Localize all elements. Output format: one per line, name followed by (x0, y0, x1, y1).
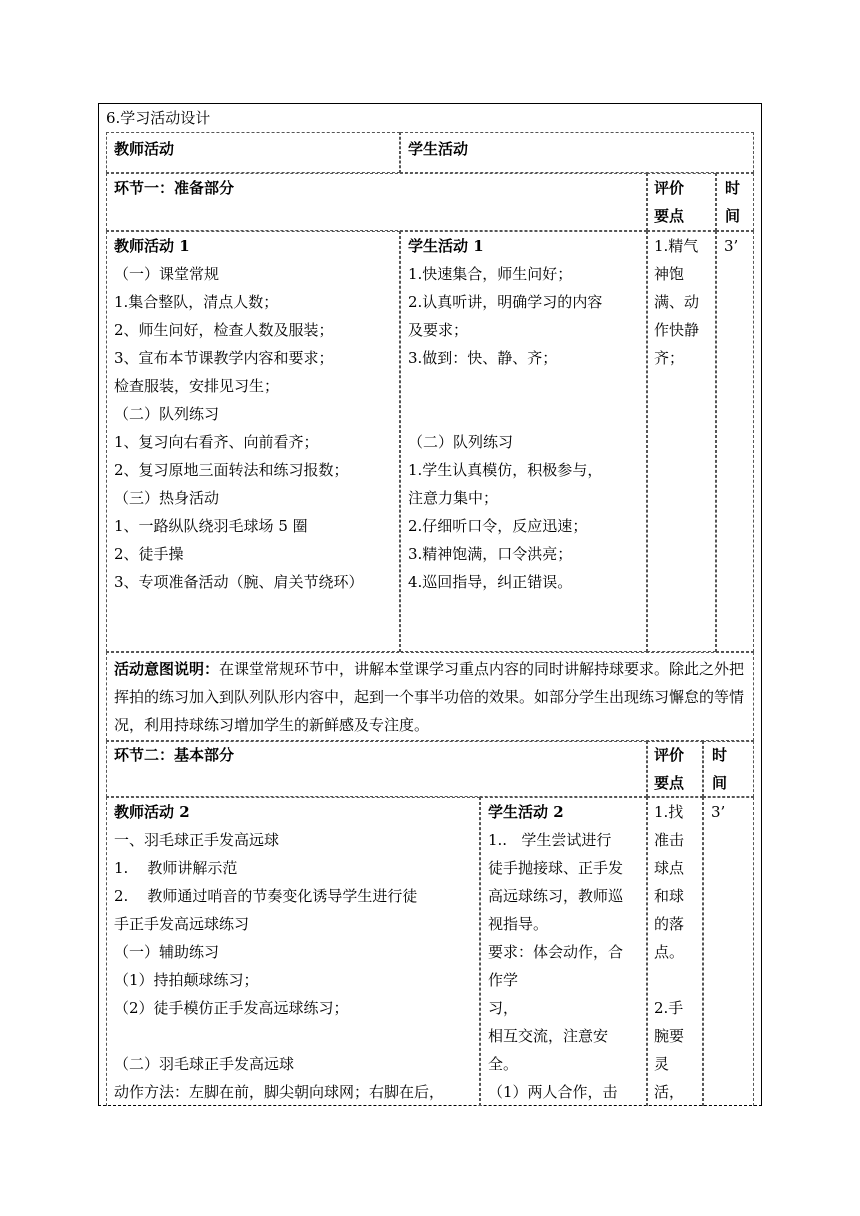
part1-eval-line: 神饱 (654, 265, 685, 283)
part2-teacher-line: 教师活动 2 (114, 803, 190, 821)
part2-title: 环节二：基本部分 (114, 746, 235, 764)
part1-teacher-line: 3、专项准备活动（腕、肩关节绕环） (114, 573, 364, 591)
part2-student-line: 1.. 学生尝试进行 (488, 831, 612, 849)
part2-student-line: （1）两人合作，击 (488, 1083, 618, 1101)
part2-student-line: 学生活动 2 (488, 803, 564, 821)
intent-label: 活动意图说明： (114, 660, 220, 678)
part1-eval-header-2: 要点 (654, 207, 685, 225)
part1-time-cell (716, 231, 754, 652)
part2-eval-line: 准击 (654, 831, 685, 849)
part2-student-line: 视指导。 (488, 915, 549, 933)
part2-eval-line: 点。 (654, 943, 685, 961)
part2-teacher-line: （一）辅助练习 (114, 943, 220, 961)
part2-teacher-line: （1）持拍颠球练习； (114, 971, 259, 989)
part2-teacher-line: 1. 教师讲解示范 (114, 859, 238, 877)
part1-time-header-2: 间 (725, 207, 741, 225)
part1-student-line: 注意力集中； (408, 489, 499, 507)
part1-eval-line: 满、动 (654, 293, 700, 311)
part2-student-line: 徒手抛接球、正手发 (488, 859, 624, 877)
part1-teacher-line: 1、复习向右看齐、向前看齐； (114, 433, 319, 451)
part1-teacher-line: 2、复习原地三面转法和练习报数； (114, 461, 349, 479)
part1-teacher-line: 教师活动 1 (114, 237, 190, 255)
part2-time-cell (703, 797, 754, 1106)
part1-title: 环节一：准备部分 (114, 179, 235, 197)
part2-student-line: 高远球练习，教师巡 (488, 887, 624, 905)
part1-teacher-line: （二）队列练习 (114, 405, 220, 423)
intent-text (114, 655, 750, 739)
part2-eval-header-1: 评价 (654, 746, 685, 764)
part2-teacher-line: 2. 教师通过哨音的节奏变化诱导学生进行徒 (114, 887, 418, 905)
part2-eval-line: 1.找 (654, 803, 684, 821)
part2-time: 3’ (711, 803, 726, 821)
part1-student-line: 2.仔细听口令，反应迅速； (408, 517, 588, 535)
part1-student-line: 及要求； (408, 321, 469, 339)
part1-eval-line: 1.精气 (654, 237, 699, 255)
part1-student-line: 1.快速集合，师生问好； (408, 265, 573, 283)
part2-teacher-line: 手正手发高远球练习 (114, 915, 250, 933)
part2-time-header-1: 时 (712, 746, 728, 764)
intent-body: 在课堂常规环节中，讲解本堂课学习重点内容的同时讲解持球要求。除此之外把挥拍的练习加入到队列队形内容中，起到一个事半功倍的效果。如部分学生出现练习懈怠的等情况，利用持球练习增加学生的新鲜感及专注度。 (114, 660, 745, 734)
part2-time-header-cell (703, 741, 754, 797)
part2-teacher-line: （二）羽毛球正手发高远球 (114, 1055, 295, 1073)
student-header: 学生活动 (408, 140, 469, 158)
part2-eval-line: 灵 (654, 1055, 670, 1073)
part1-student-line: 学生活动 1 (408, 237, 484, 255)
part2-eval-line: 和球 (654, 887, 685, 905)
teacher-header: 教师活动 (114, 140, 175, 158)
part2-eval-line: 的落 (654, 915, 685, 933)
part2-eval-line: 活， (654, 1083, 685, 1101)
part1-time: 3’ (724, 237, 739, 255)
part2-teacher-line: （2）徒手模仿正手发高远球练习； (114, 999, 349, 1017)
part2-student-line: 习， (488, 999, 519, 1017)
part1-student-line: 3.精神饱满，口令洪亮； (408, 545, 573, 563)
part2-teacher-line: 动作方法：左脚在前，脚尖朝向球网；右脚在后， (114, 1083, 445, 1101)
part1-teacher-line: 1.集合整队，清点人数； (114, 293, 279, 311)
part1-student-line: 1.学生认真模仿，积极参与， (408, 461, 603, 479)
part1-eval-line: 作快静 (654, 321, 700, 339)
part1-teacher-line: 2、师生问好，检查人数及服装； (114, 321, 334, 339)
part2-eval-line: 2.手 (654, 999, 684, 1017)
section-title: 6.学习活动设计 (106, 109, 211, 127)
part2-student-line: 全。 (488, 1055, 519, 1073)
part2-eval-line: 球点 (654, 859, 685, 877)
part1-student-line: 4.巡回指导，纠正错误。 (408, 573, 573, 591)
part2-eval-header-2: 要点 (654, 774, 685, 792)
part1-student-line: 3.做到：快、静、齐； (408, 349, 558, 367)
part1-eval-header-1: 评价 (654, 179, 685, 197)
part1-teacher-line: 检查服装，安排见习生； (114, 377, 280, 395)
part2-eval-line: 腕要 (654, 1027, 685, 1045)
part2-student-line: 作学 (488, 971, 519, 989)
part1-eval-line: 齐； (654, 349, 685, 367)
part1-teacher-line: （一）课堂常规 (114, 265, 220, 283)
part1-student-line: 2.认真听讲，明确学习的内容 (408, 293, 603, 311)
part1-teacher-line: 3、宣布本节课教学内容和要求； (114, 349, 334, 367)
part2-student-line: 相互交流，注意安 (488, 1027, 609, 1045)
part1-student-line: （二）队列练习 (408, 433, 514, 451)
part2-teacher-line: 一、羽毛球正手发高远球 (114, 831, 280, 849)
part1-teacher-line: 2、徒手操 (114, 545, 184, 563)
part1-teacher-line: （三）热身活动 (114, 489, 220, 507)
part1-time-header-1: 时 (725, 179, 741, 197)
part2-student-line: 要求：体会动作，合 (488, 943, 624, 961)
part2-time-header-2: 间 (712, 774, 728, 792)
part1-teacher-line: 1、一路纵队绕羽毛球场 5 圈 (114, 517, 308, 535)
